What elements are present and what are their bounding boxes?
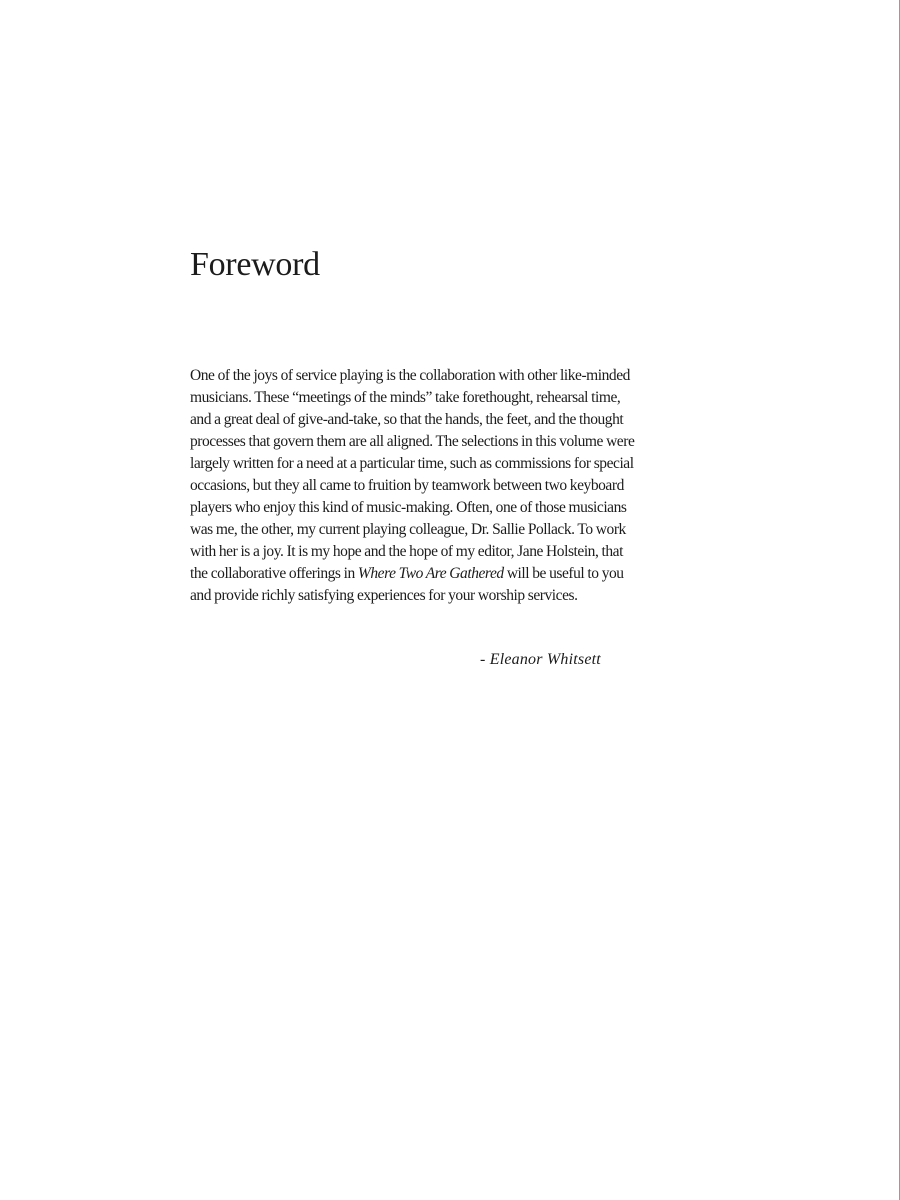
page-title: Foreword — [190, 246, 320, 283]
foreword-body — [190, 365, 720, 607]
body-line: players who enjoy this kind of music-making. Often, one of those musicians — [190, 499, 627, 516]
body-line: and provide richly satisfying experiences for your worship services. — [190, 587, 578, 604]
body-line: largely written for a need at a particular time, such as commissions for special — [190, 455, 634, 472]
book-title-italic: Where Two Are Gathered — [357, 565, 504, 582]
body-line: was me, the other, my current playing colleague, Dr. Sallie Pollack. To work — [190, 521, 626, 538]
body-line: occasions, but they all came to fruition by teamwork between two keyboard — [190, 477, 624, 494]
body-line: One of the joys of service playing is the collaboration with other like-minded — [190, 367, 630, 384]
author-signature: - Eleanor Whitsett — [480, 651, 601, 668]
body-line: with her is a joy. It is my hope and the hope of my editor, Jane Holstein, that — [190, 543, 623, 560]
body-line — [190, 563, 720, 585]
body-line: processes that govern them are all aligned. The selections in this volume were — [190, 433, 635, 450]
body-line-text: will be useful to you — [503, 565, 624, 582]
body-line-text: the collaborative offerings in — [190, 565, 358, 582]
body-line: musicians. These “meetings of the minds” take forethought, rehearsal time, — [190, 389, 621, 406]
body-line: and a great deal of give-and-take, so that the hands, the feet, and the thought — [190, 411, 624, 428]
